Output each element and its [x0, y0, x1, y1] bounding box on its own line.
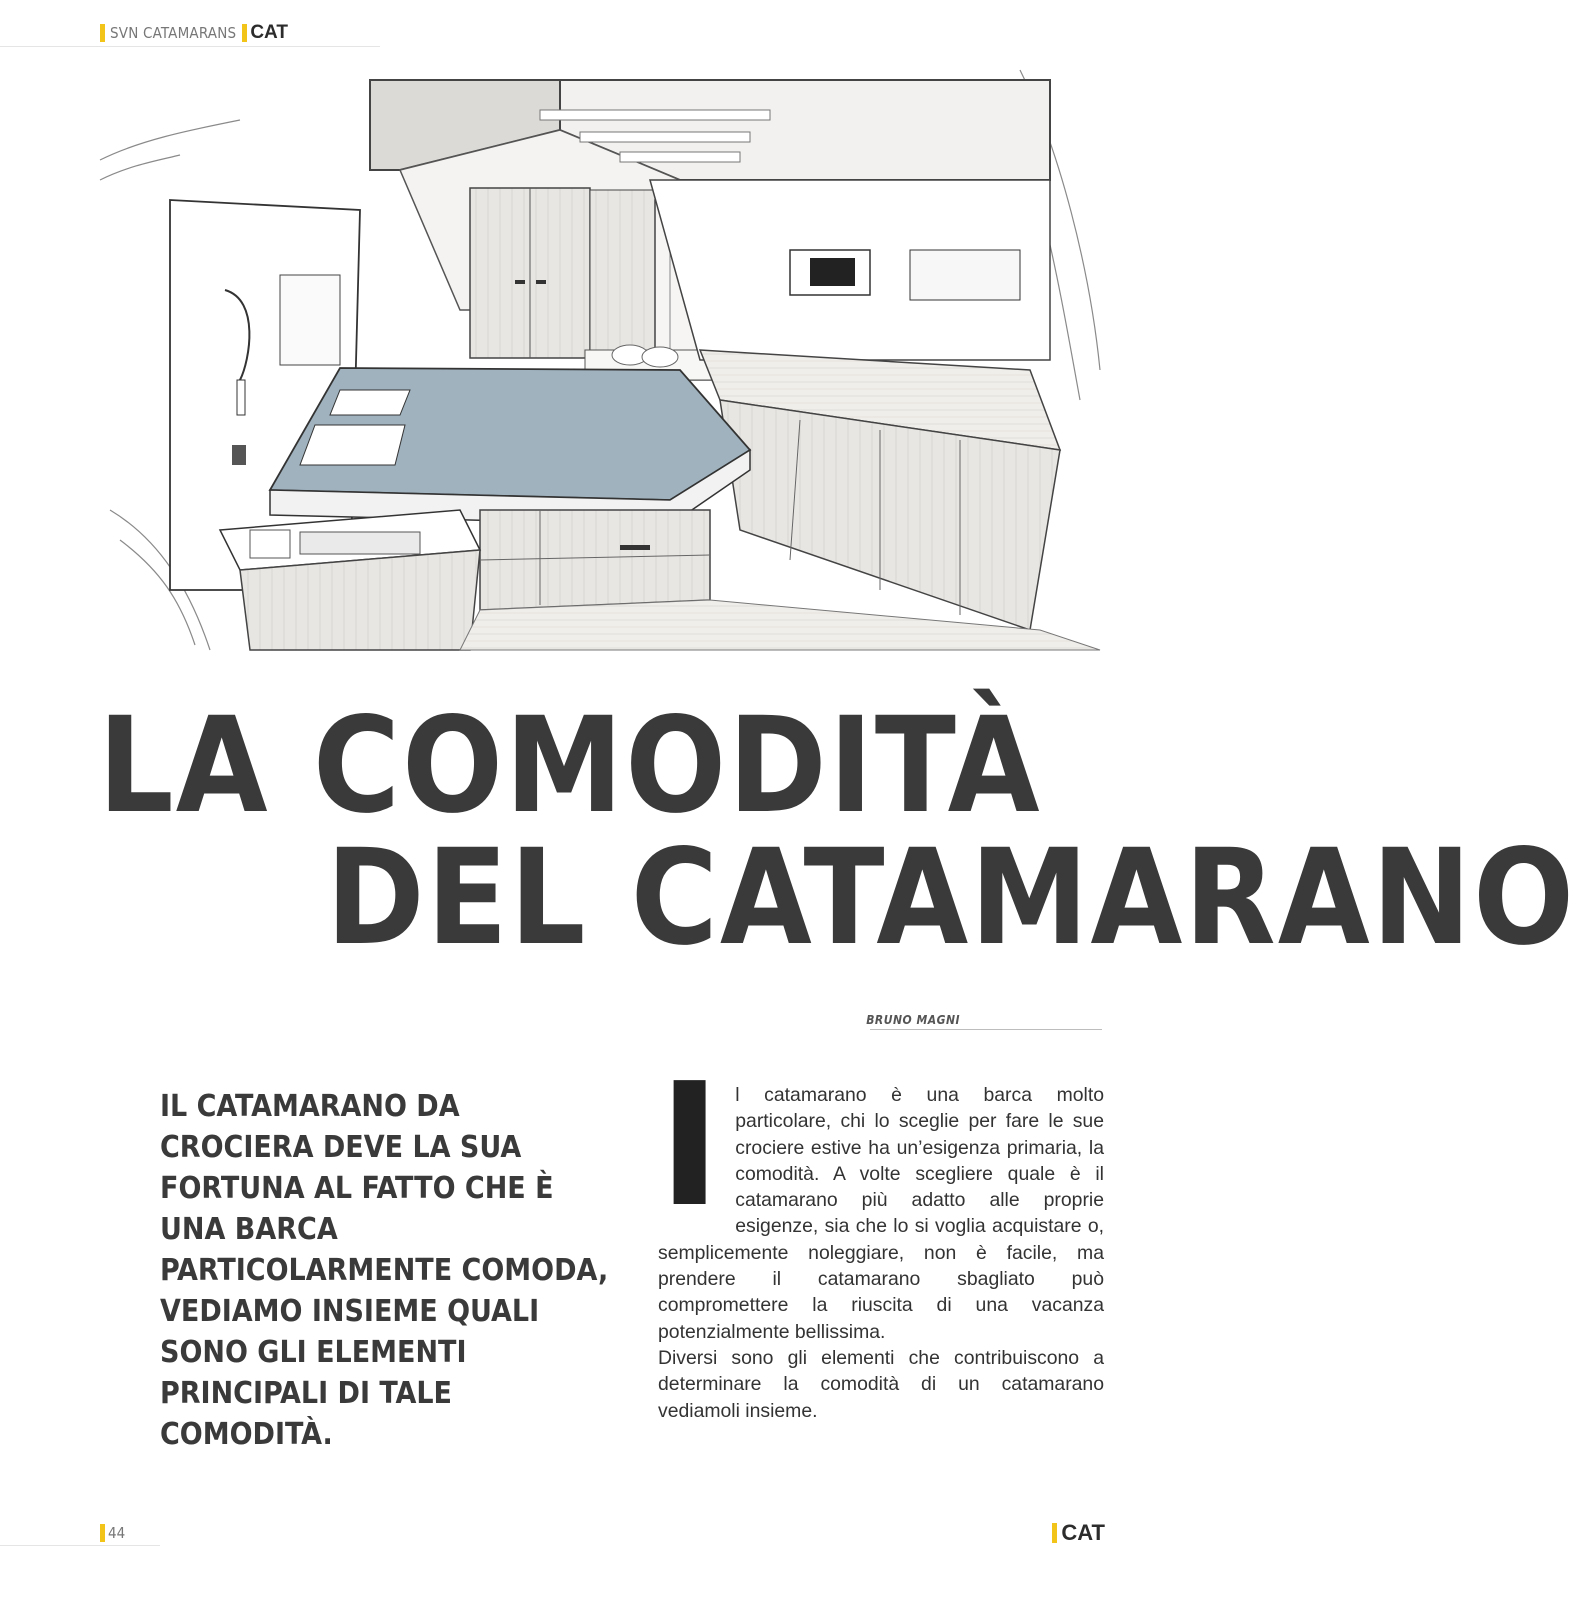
headline-line-1: LA COMODITÀ — [98, 689, 1042, 843]
headline-line-2: DEL CATAMARANO — [326, 821, 1576, 975]
page-footer-right — [1052, 1520, 1105, 1546]
page-footer-left — [100, 1524, 125, 1542]
section-name: SVN CATAMARANS — [110, 24, 237, 42]
accent-bar — [100, 24, 105, 42]
byline-rule — [870, 1029, 1102, 1030]
page-number: 44 — [108, 1524, 126, 1542]
header-rule — [0, 46, 380, 47]
author-byline: BRUNO MAGNI — [866, 1013, 960, 1027]
running-header — [100, 22, 288, 44]
accent-bar — [1052, 1523, 1057, 1543]
body-paragraph: l catamarano è una barca molto particolare, chi lo sceglie per fare le sue crociere estive ha un’esigenza primaria, la comodità. A volte scegliere quale è il catamarano più adatto alle proprie esigenze, sia che lo si voglia acquistare o, semplicemente noleggiare, non è facile, ma prendere il catamarano sbagliato può compromettere la riuscita di una vacanza potenzialmente bellissima. — [658, 1084, 1104, 1343]
footer-rule — [0, 1545, 160, 1546]
lede: IL CATAMARANO DA CROCIERA DEVE LA SUA FORTUNA AL FATTO CHE È UNA BARCA PARTICOLARMENTE COMODA, VEDIAMO INSIEME QUALI SONO GLI ELEMENTI PRINCIPALI DI TALE COMODITÀ. — [160, 1089, 609, 1452]
body-paragraph: Diversi sono gli elementi che contribuiscono a determinare la comodità di un catamarano vediamoli insieme. — [658, 1346, 1104, 1422]
magazine-name: CAT — [1061, 1520, 1105, 1545]
accent-bar — [100, 1524, 105, 1542]
cabin-illustration — [100, 70, 1100, 650]
article-body — [658, 1047, 1104, 1424]
drop-cap: I — [658, 1047, 722, 1245]
accent-bar — [242, 24, 247, 42]
magazine-name: CAT — [250, 22, 288, 43]
